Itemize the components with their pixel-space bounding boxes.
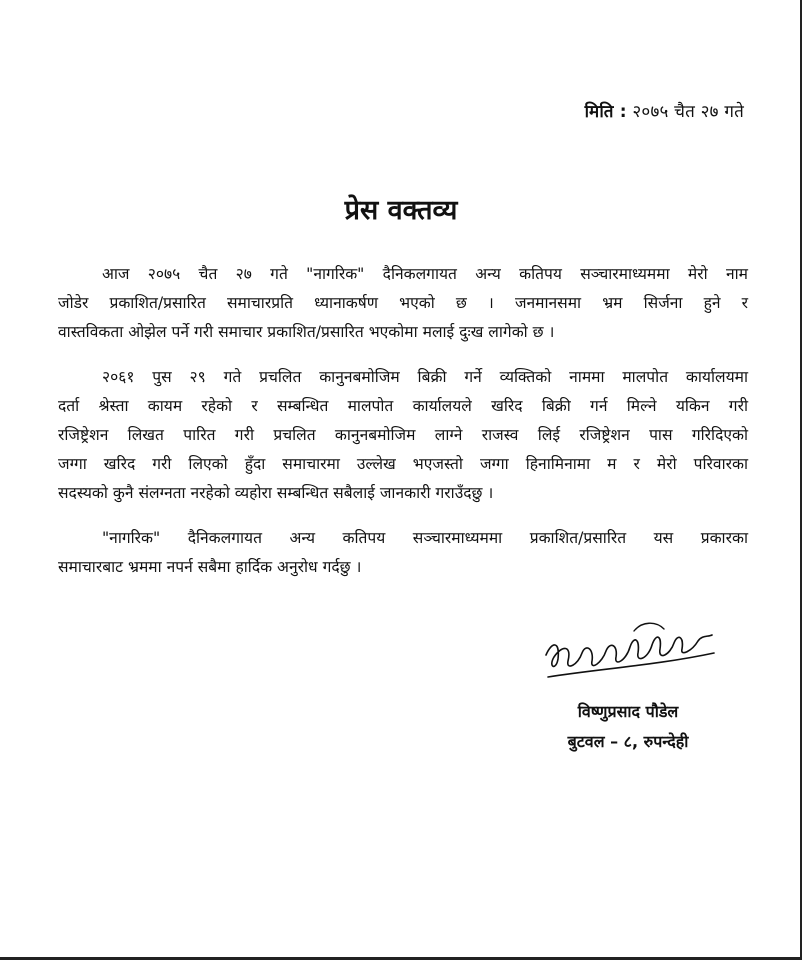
date-value: २०७५ चैत २७ गते — [632, 102, 744, 122]
paragraph-line: आज २०७५ चैत २७ गते "नागरिक" दैनिकलगायत अन्य कतिपय सञ्चारमाध्यममा मेरो नाम — [102, 265, 748, 283]
paragraph-line: २०६१ पुस २९ गते प्रचलित कानुनबमोजिम बिक्री गर्ने व्यक्तिको नाममा मालपोत कार्यालयमा — [102, 368, 748, 386]
statement-body — [58, 260, 748, 598]
paragraph-line: रजिष्ट्रेशन लिखत पारित गरी प्रचलित कानुनबमोजिम लाग्ने राजस्व लिई रजिष्ट्रेशन पास गरिदिएको — [58, 426, 748, 444]
date-line — [585, 99, 744, 122]
paragraph-line: सदस्यको कुनै संलग्नता नरहेको व्यहोरा सम्बन्धित सबैलाई जानकारी गराउँदछु । — [58, 484, 494, 502]
paragraph-line: दर्ता श्रेस्ता कायम रहेको र सम्बन्धित मालपोत कार्यालयले खरिद बिक्री गर्न मिल्ने यकिन गरी — [58, 397, 748, 415]
paragraph-line: जोडेर प्रकाशित/प्रसारित समाचारप्रति ध्यानाकर्षण भएको छ । जनमानसमा भ्रम सिर्जना हुने र — [58, 294, 748, 312]
document-title: प्रेस वक्तव्य — [344, 195, 458, 226]
paragraph-line: वास्तविकता ओझेल पर्ने गरी समाचार प्रकाशित/प्रसारित भएकोमा मलाई दुःख लागेको छ । — [58, 323, 555, 341]
paragraph-1 — [58, 260, 748, 347]
paragraph-3 — [58, 524, 748, 582]
signatory-address: बुटवल – ८, रुपन्देही — [567, 732, 689, 751]
date-label: मिति : — [584, 102, 627, 122]
paragraph-2 — [58, 363, 748, 508]
paragraph-line: समाचारबाट भ्रममा नपर्न सबैमा हार्दिक अनुरोध गर्दछु । — [58, 558, 362, 576]
paragraph-line: जग्गा खरिद गरी लिएको हुँदा समाचारमा उल्लेख भएजस्तो जग्गा हिनामिनामा म र मेरो परिवारका — [58, 455, 748, 473]
handwritten-signature — [538, 615, 718, 695]
paragraph-line: "नागरिक" दैनिकलगायत अन्य कतिपय सञ्चारमाध्यममा प्रकाशित/प्रसारित यस प्रकारका — [102, 529, 748, 547]
signatory-name: विष्णुप्रसाद पौडेल — [577, 702, 679, 721]
